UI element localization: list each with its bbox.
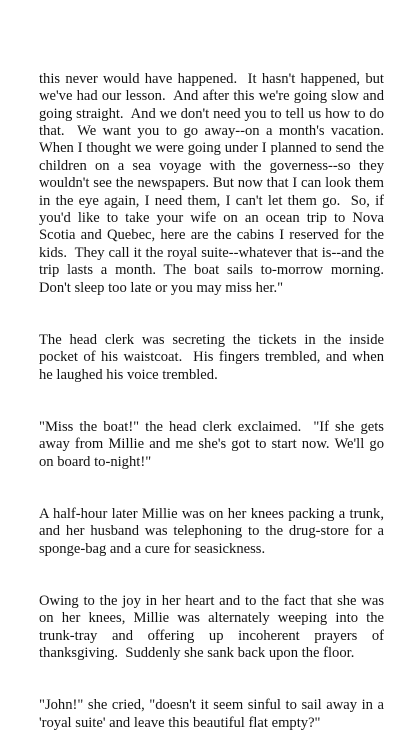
paragraph-2: The head clerk was secreting the tickets in the inside pocket of his waistcoat. His fingers trembled, and when he laughed his voice trembled.	[39, 331, 388, 383]
paragraph-5: Owing to the joy in her heart and to the fact that she was on her knees, Millie was alternately weeping into the trunk-tray and offering up incoherent prayers of thanksgiving. Suddenly she sank back upon the floor.	[39, 593, 388, 662]
paragraph-4: A half-hour later Millie was on her knees packing a trunk, and her husband was telephoning to the drug-store for a sponge-bag and a cure for seasickness.	[39, 505, 388, 557]
paragraph-1: this never would have happened. It hasn't happened, but we've had our lesson. And after this we're going slow and going straight. And we don't need you to tell us how to do that. We want you to go away--on a month's vacation. When I thought we were going under I planned to send the children on a sea voyage with the governess--so they wouldn't see the newspapers. But now that I can look them in the eye again, I need them, I can't let them go. So, if you'd like to take your wife on an ocean trip to Nova Scotia and Quebec, here are the cabins I reserved for the kids. They call it the royal suite--whatever that is--and the trip lasts a month. The boat sails to-morrow morning. Don't sleep too late or you may miss her."	[39, 70, 392, 296]
paragraph-6: "John!" she cried, "doesn't it seem sinful to sail away in a 'royal suite' and leave this beautiful flat empty?"	[39, 697, 388, 731]
paragraph-3: "Miss the boat!" the head clerk exclaimed. "If she gets away from Millie and me she's got to start now. We'll go on board to-night!"	[39, 418, 388, 470]
document-page	[39, 36, 392, 750]
